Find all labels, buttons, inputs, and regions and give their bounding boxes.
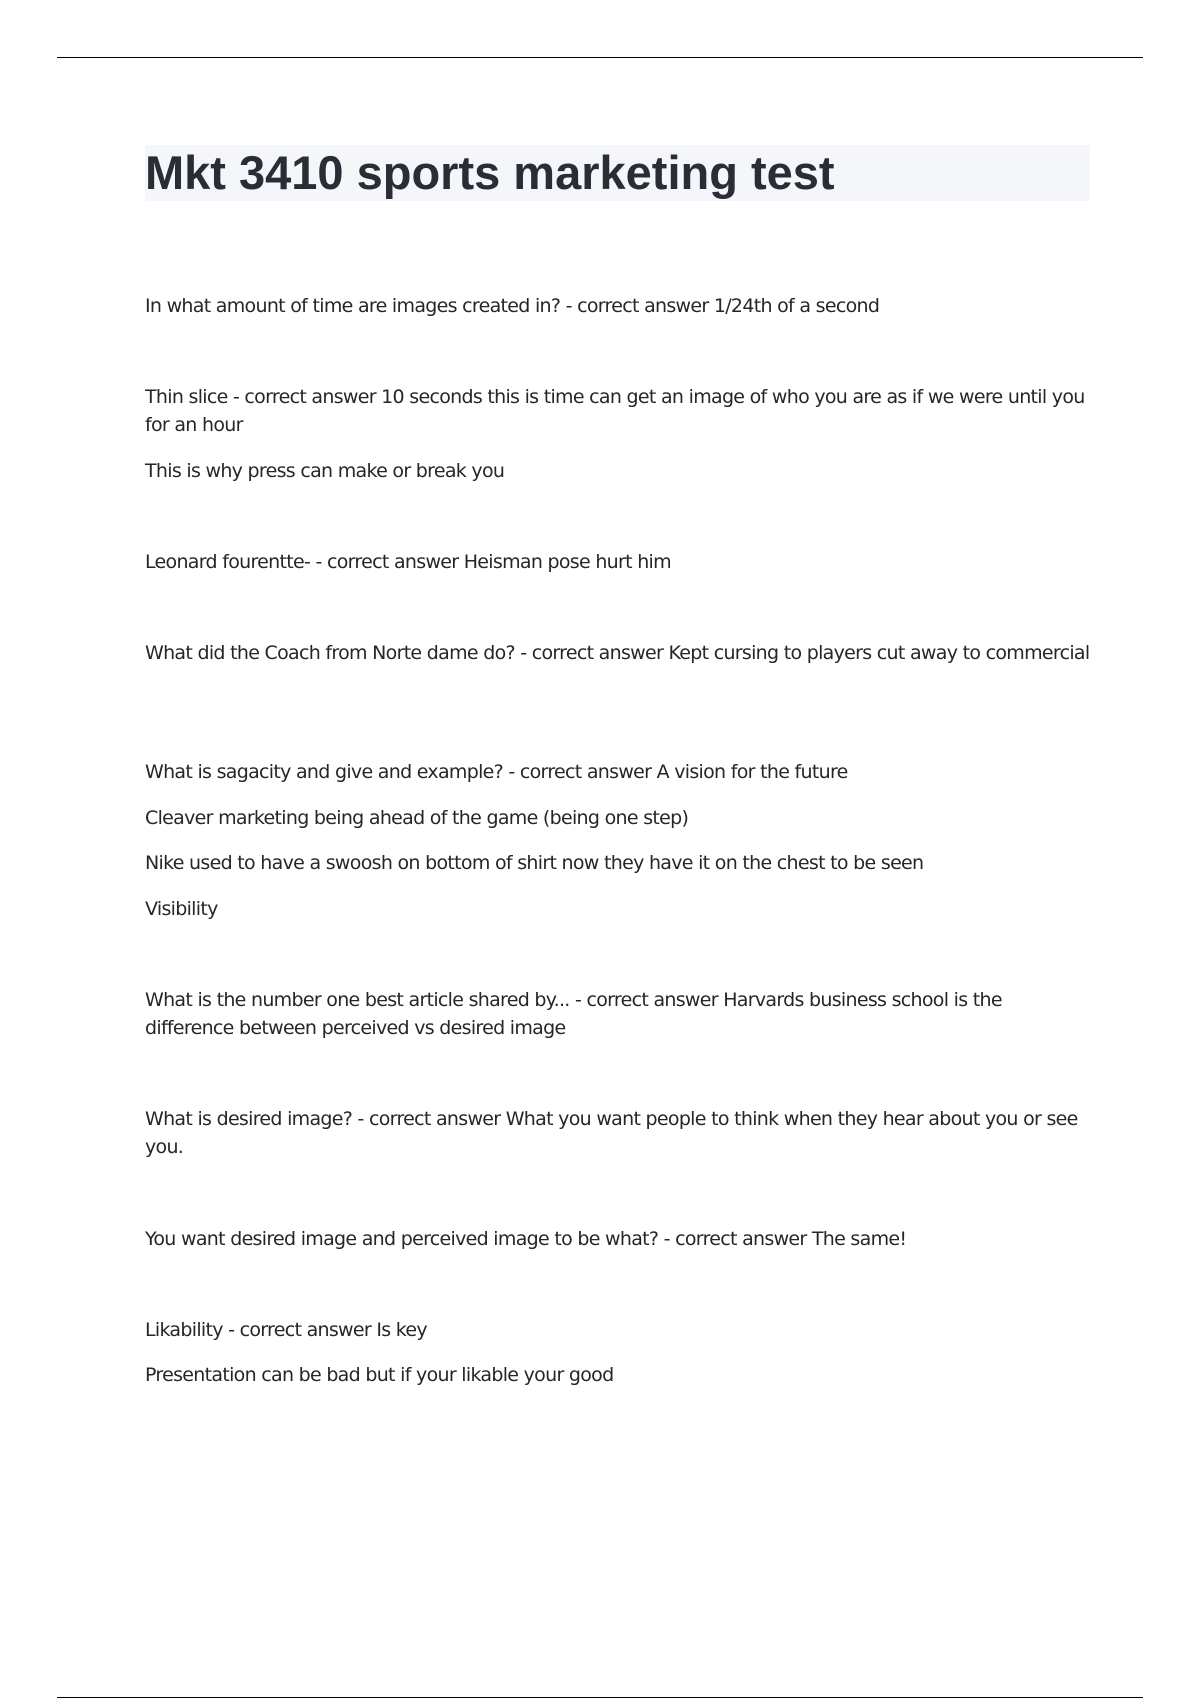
qa-line: In what amount of time are images created in? - correct answer 1/24th of a second <box>145 295 880 317</box>
qa-line: Cleaver marketing being ahead of the game (being one step) <box>145 807 689 829</box>
qa-line: What is desired image? - correct answer What you want people to think when they hear about you or see you. <box>145 1108 1078 1158</box>
title-highlight <box>145 145 1090 201</box>
top-rule <box>57 57 1143 58</box>
qa-line: You want desired image and perceived image to be what? - correct answer The same! <box>145 1228 907 1250</box>
bottom-rule <box>57 1697 1143 1698</box>
qa-line: Likability - correct answer Is key <box>145 1319 427 1341</box>
qa-line: Presentation can be bad but if your likable your good <box>145 1364 614 1386</box>
qa-line: What is the number one best article shared by... - correct answer Harvards business school is the difference between perceived vs desired image <box>145 989 1002 1039</box>
document-title: Mkt 3410 sports marketing test <box>145 146 835 199</box>
qa-line: What did the Coach from Norte dame do? - correct answer Kept cursing to players cut away to commercial <box>145 642 1090 664</box>
qa-line: Leonard fourentte- - correct answer Heisman pose hurt him <box>145 551 671 573</box>
qa-line: Nike used to have a swoosh on bottom of shirt now they have it on the chest to be seen <box>145 852 924 874</box>
qa-line: Visibility <box>145 898 218 920</box>
qa-line: Thin slice - correct answer 10 seconds this is time can get an image of who you are as if we were until you for an hour <box>145 386 1085 436</box>
qa-line: What is sagacity and give and example? - correct answer A vision for the future <box>145 761 848 783</box>
qa-line: This is why press can make or break you <box>145 460 505 482</box>
